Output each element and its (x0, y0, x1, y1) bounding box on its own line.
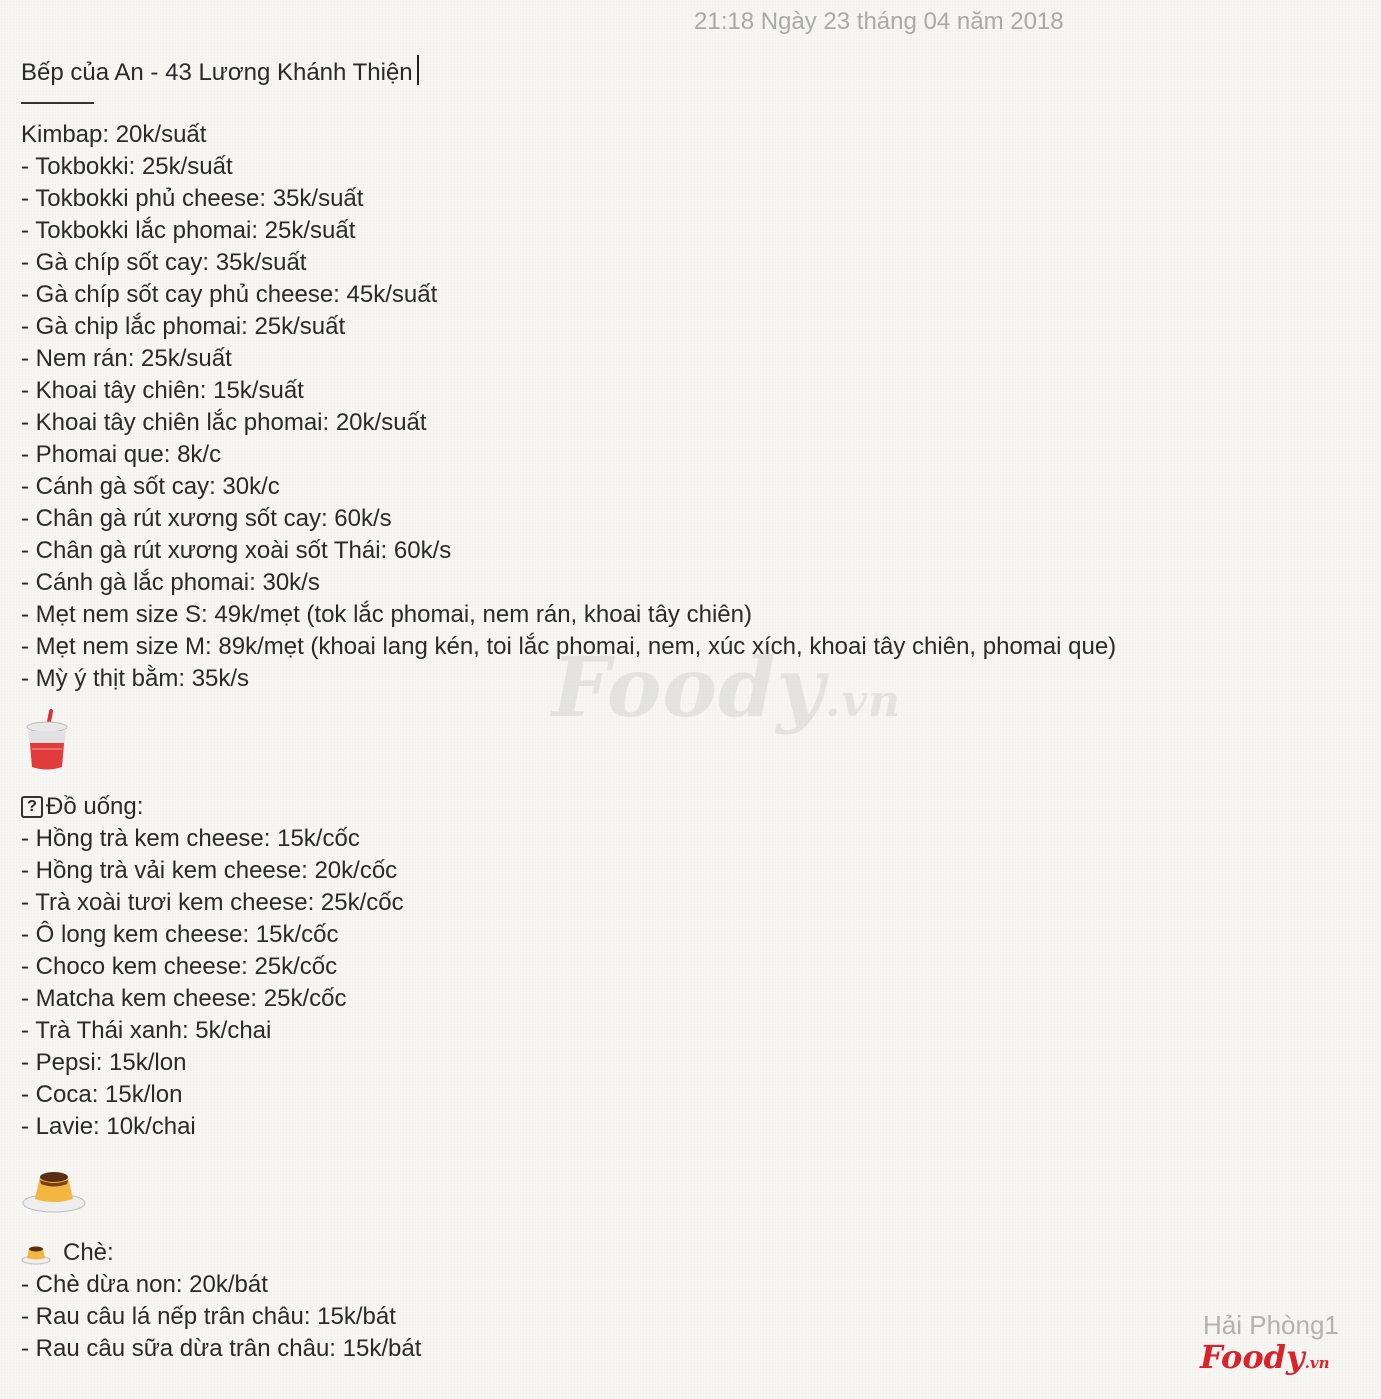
drink-item: - Matcha kem cheese: 25k/cốc (21, 985, 347, 1012)
drinks-heading-row (21, 791, 1351, 823)
drink-item: - Choco kem cheese: 25k/cốc (21, 953, 338, 980)
drink-item: - Lavie: 10k/chai (21, 1113, 196, 1140)
food-item: - Nem rán: 25k/suất (21, 345, 232, 372)
food-item: - Cánh gà lắc phomai: 30k/s (21, 569, 320, 596)
brand-tld: .vn (1304, 1354, 1330, 1372)
custard-pudding-icon (21, 1242, 51, 1264)
drink-item: - Trà xoài tươi kem cheese: 25k/cốc (21, 889, 404, 916)
drink-item: - Pepsi: 15k/lon (21, 1049, 187, 1076)
title-divider (21, 102, 94, 104)
food-list (21, 119, 1351, 695)
drink-item: - Hồng trà vải kem cheese: 20k/cốc (21, 857, 398, 884)
dessert-heading-row (21, 1237, 1351, 1269)
watermark-name: Foody (552, 640, 826, 736)
food-item: - Chân gà rút xương sốt cay: 60k/s (21, 505, 392, 532)
drink-item: - Coca: 15k/lon (21, 1081, 183, 1108)
dessert-item: - Rau câu sữa dừa trân châu: 15k/bát (21, 1335, 422, 1362)
custard-pudding-icon (21, 1163, 1351, 1223)
drink-item: - Ô long kem cheese: 15k/cốc (21, 921, 339, 948)
drink-item: - Hồng trà kem cheese: 15k/cốc (21, 825, 360, 852)
dessert-heading: Chè: (63, 1239, 114, 1266)
food-item: - Cánh gà sốt cay: 30k/c (21, 473, 280, 500)
dessert-list (21, 1269, 1351, 1365)
food-item: - Tokbokki lắc phomai: 25k/suất (21, 217, 356, 244)
food-item: - Chân gà rút xương xoài sốt Thái: 60k/s (21, 537, 452, 564)
food-item: - Khoai tây chiên lắc phomai: 20k/suất (21, 409, 427, 436)
note-title: Bếp của An - 43 Lương Khánh Thiện (21, 59, 413, 86)
food-item: - Tokbokki phủ cheese: 35k/suất (21, 185, 364, 212)
food-item: - Mẹt nem size M: 89k/mẹt (khoai lang kén, toi lắc phomai, nem, xúc xích, khoai tây chiên, phomai que) (21, 633, 1117, 660)
food-item: - Phomai que: 8k/c (21, 441, 222, 468)
drinks-heading: Đồ uống: (46, 793, 144, 820)
unknown-glyph-icon: ? (21, 796, 43, 818)
food-item: - Gà chip lắc phomai: 25k/suất (21, 313, 346, 340)
note-title-row (21, 55, 1351, 87)
region-label: Hải Phòng1 (1203, 1310, 1339, 1340)
food-item: Kimbap: 20k/suất (21, 121, 207, 148)
note-timestamp: 21:18 Ngày 23 tháng 04 năm 2018 (694, 8, 1064, 35)
food-item: - Gà chíp sốt cay: 35k/suất (21, 249, 307, 276)
food-item: - Khoai tây chiên: 15k/suất (21, 377, 304, 404)
drink-list (21, 823, 1351, 1143)
food-item: - Mỳ ý thịt bằm: 35k/s (21, 665, 250, 692)
drink-item: - Trà Thái xanh: 5k/chai (21, 1017, 272, 1044)
food-item: - Mẹt nem size S: 49k/mẹt (tok lắc phomai, nem rán, khoai tây chiên) (21, 601, 752, 628)
foody-watermark (552, 640, 901, 736)
brand-name: Foody (1200, 1338, 1305, 1376)
food-item: - Tokbokki: 25k/suất (21, 153, 233, 180)
food-item: - Gà chíp sốt cay phủ cheese: 45k/suất (21, 281, 438, 308)
foody-logo (1200, 1338, 1329, 1376)
text-cursor (417, 55, 419, 85)
dessert-item: - Chè dừa non: 20k/bát (21, 1271, 268, 1298)
watermark-tld: .vn (825, 676, 901, 727)
dessert-item: - Rau câu lá nếp trân châu: 15k/bát (21, 1303, 396, 1330)
